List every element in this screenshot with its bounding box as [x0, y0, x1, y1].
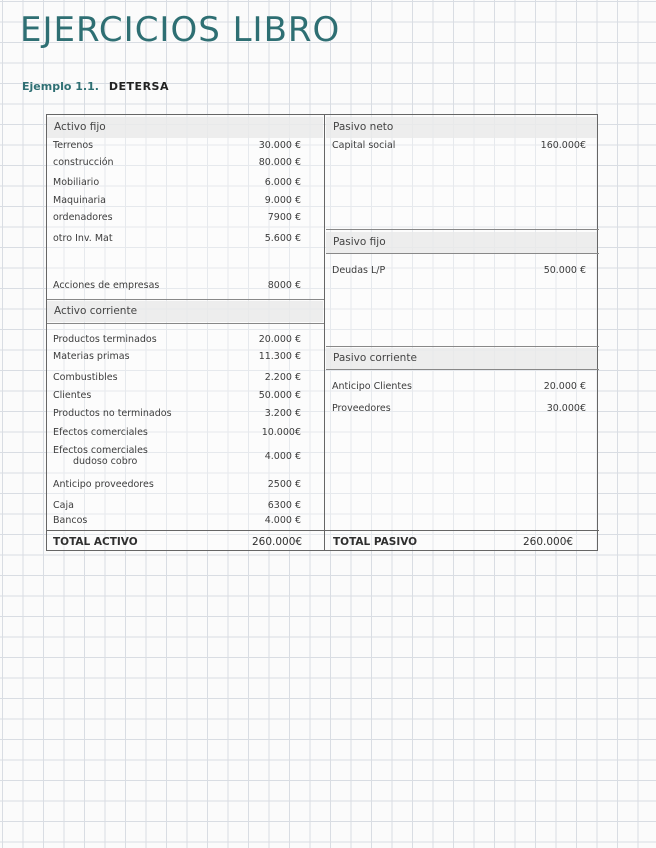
- table-row: [53, 500, 323, 514]
- table-row: [53, 390, 323, 404]
- table-row: [53, 445, 323, 471]
- row-value: 30.000€: [546, 403, 586, 414]
- divider-line: [47, 323, 324, 324]
- pasivo-corriente-header: Pasivo corriente: [326, 348, 597, 369]
- table-row: [53, 351, 323, 365]
- row-label: Maquinaria: [53, 195, 106, 206]
- divider-line: [326, 369, 599, 370]
- row-value: 30.000 €: [258, 140, 301, 151]
- table-row: [53, 212, 323, 226]
- row-value: 5.600 €: [264, 233, 301, 244]
- row-value: 50.000 €: [258, 390, 301, 401]
- row-label: Materias primas: [53, 351, 130, 362]
- table-row: [53, 372, 323, 386]
- row-label: Productos no terminados: [53, 408, 172, 419]
- row-value: 8000 €: [267, 280, 301, 291]
- table-row: [53, 233, 323, 247]
- row-label: Combustibles: [53, 372, 118, 383]
- table-row: [53, 479, 323, 493]
- row-value: 10.000€: [261, 427, 301, 438]
- row-label: Terrenos: [53, 140, 94, 151]
- total-activo-value: 260.000€: [252, 536, 303, 548]
- table-row: [53, 408, 323, 422]
- table-row: [332, 140, 598, 154]
- balance-sheet: [46, 114, 598, 551]
- pasivo-fijo-header: Pasivo fijo: [326, 232, 597, 253]
- row-value: 20.000 €: [543, 381, 586, 392]
- table-row: [53, 280, 323, 294]
- activo-fijo-header: Activo fijo: [47, 117, 323, 138]
- row-value: 4.000 €: [264, 515, 301, 526]
- row-label: otro Inv. Mat: [53, 233, 113, 244]
- table-row: [53, 195, 323, 209]
- activo-corriente-header: Activo corriente: [47, 301, 323, 322]
- row-label: Productos terminados: [53, 334, 157, 345]
- table-row: [53, 177, 323, 191]
- row-value: 2500 €: [267, 479, 301, 490]
- divider-line: [47, 299, 324, 300]
- row-value: 50.000 €: [543, 265, 586, 276]
- row-label: Anticipo Clientes: [332, 381, 412, 392]
- row-label: Proveedores: [332, 403, 391, 414]
- total-activo-label: TOTAL ACTIVO: [53, 536, 138, 548]
- row-label: Anticipo proveedores: [53, 479, 154, 490]
- table-row: [53, 157, 323, 171]
- table-row: [53, 140, 323, 154]
- column-divider: [324, 115, 325, 550]
- total-pasivo-value: 260.000€: [523, 536, 574, 548]
- row-value: 6300 €: [267, 500, 301, 511]
- row-label: Capital social: [332, 140, 396, 151]
- row-label: ordenadores: [53, 212, 113, 223]
- row-value: 9.000 €: [264, 195, 301, 206]
- exercise-number: Ejemplo 1.1.: [22, 80, 99, 93]
- page-title: EJERCICIOS LIBRO: [20, 10, 341, 50]
- row-label: Acciones de empresas: [53, 280, 160, 291]
- divider-line: [326, 229, 599, 230]
- table-row: [53, 515, 323, 529]
- row-label: Mobiliario: [53, 177, 100, 188]
- table-row: [332, 403, 598, 417]
- total-pasivo-label: TOTAL PASIVO: [333, 536, 418, 548]
- row-label: Caja: [53, 500, 74, 511]
- row-value: 11.300 €: [258, 351, 301, 362]
- row-label: Bancos: [53, 515, 88, 526]
- exercise-subtitle: [22, 80, 169, 93]
- table-row: [332, 265, 598, 279]
- totals-divider: [47, 530, 599, 531]
- row-label: Efectos comerciales: [53, 427, 148, 438]
- row-label: Deudas L/P: [332, 265, 386, 276]
- pasivo-neto-header: Pasivo neto: [326, 117, 597, 138]
- row-value: 7900 €: [267, 212, 301, 223]
- table-row: [53, 427, 323, 441]
- table-row: [53, 334, 323, 348]
- row-value: 80.000 €: [258, 157, 301, 168]
- company-name: DETERSA: [108, 80, 169, 93]
- row-label-continued: dudoso cobro: [73, 456, 138, 467]
- row-value: 4.000 €: [264, 451, 301, 462]
- row-value: 2.200 €: [264, 372, 301, 383]
- row-value: 160.000€: [540, 140, 586, 151]
- divider-line: [326, 253, 599, 254]
- row-label: Clientes: [53, 390, 92, 401]
- row-value: 20.000 €: [258, 334, 301, 345]
- table-row: [332, 381, 598, 395]
- divider-line: [326, 346, 599, 347]
- row-label: construcción: [53, 157, 114, 168]
- row-label: Efectos comerciales: [53, 445, 148, 456]
- row-value: 3.200 €: [264, 408, 301, 419]
- row-value: 6.000 €: [264, 177, 301, 188]
